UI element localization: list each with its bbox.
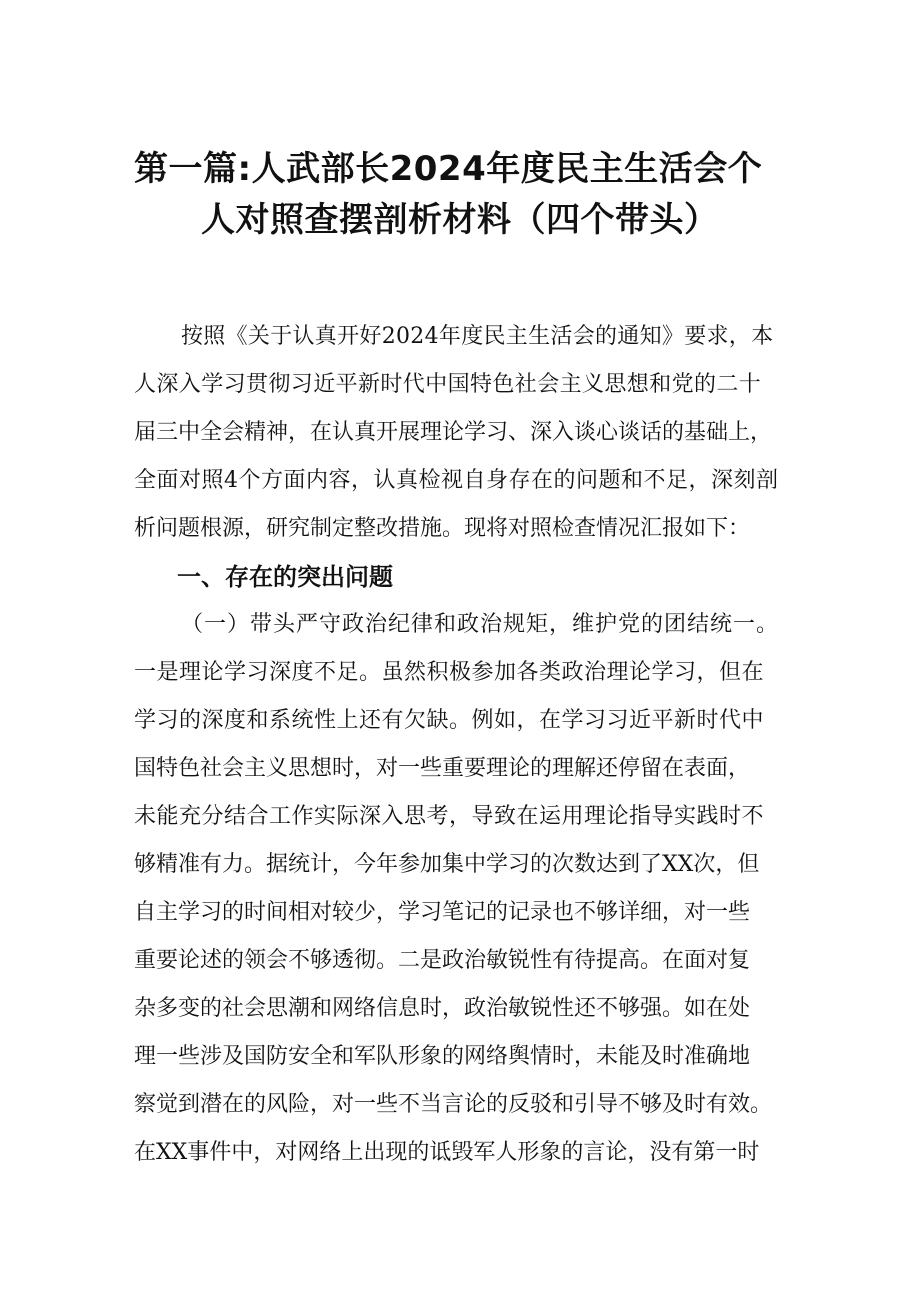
intro-line: 全面对照4个方面内容，认真检视自身存在的问题和不足，深刻剖 (134, 468, 779, 493)
body-line: 在XX事件中，对网络上出现的诋毁军人形象的言论，没有第一时 (134, 1140, 760, 1165)
body-line: 自主学习的时间相对较少，学习笔记的记录也不够详细，对一些 (134, 900, 751, 925)
intro-line: 按照《关于认真开好2024年度民主生活会的通知》要求，本 (181, 324, 774, 349)
body-line: 学习的深度和系统性上还有欠缺。例如，在学习习近平新时代中 (134, 708, 765, 733)
body-line: 未能充分结合工作实际深入思考，导致在运用理论指导实践时不 (134, 804, 765, 829)
body-line: 察觉到潜在的风险，对一些不当言论的反驳和引导不够及时有效。 (134, 1092, 773, 1117)
intro-line: 析问题根源，研究制定整改措施。现将对照检查情况汇报如下： (134, 516, 751, 541)
document-title-line-2: 人对照查摆剖析材料（四个带头） (201, 200, 719, 240)
body-line: 重要论述的领会不够透彻。二是政治敏锐性有待提高。在面对复 (134, 948, 751, 973)
section-heading: 一、存在的突出问题 (177, 563, 393, 591)
body-line: 一是理论学习深度不足。虽然积极参加各类政治理论学习，但在 (134, 660, 765, 685)
body-line: （一）带头严守政治纪律和政治规矩，维护党的团结统一。 (181, 612, 780, 637)
body-line: 够精准有力。据统计，今年参加集中学习的次数达到了XX次，但 (134, 852, 760, 877)
document-title-line-1: 第一篇:人武部长2024年度民主生活会个 (134, 149, 763, 189)
body-line: 理一些涉及国防安全和军队形象的网络舆情时，未能及时准确地 (134, 1044, 751, 1069)
intro-line: 人深入学习贯彻习近平新时代中国特色社会主义思想和党的二十 (134, 372, 762, 397)
body-line: 国特色社会主义思想时，对一些重要理论的理解还停留在表面， (134, 756, 751, 781)
intro-line: 届三中全会精神，在认真开展理论学习、深入谈心谈话的基础上， (134, 420, 773, 445)
body-line: 杂多变的社会思潮和网络信息时，政治敏锐性还不够强。如在处 (134, 996, 751, 1021)
